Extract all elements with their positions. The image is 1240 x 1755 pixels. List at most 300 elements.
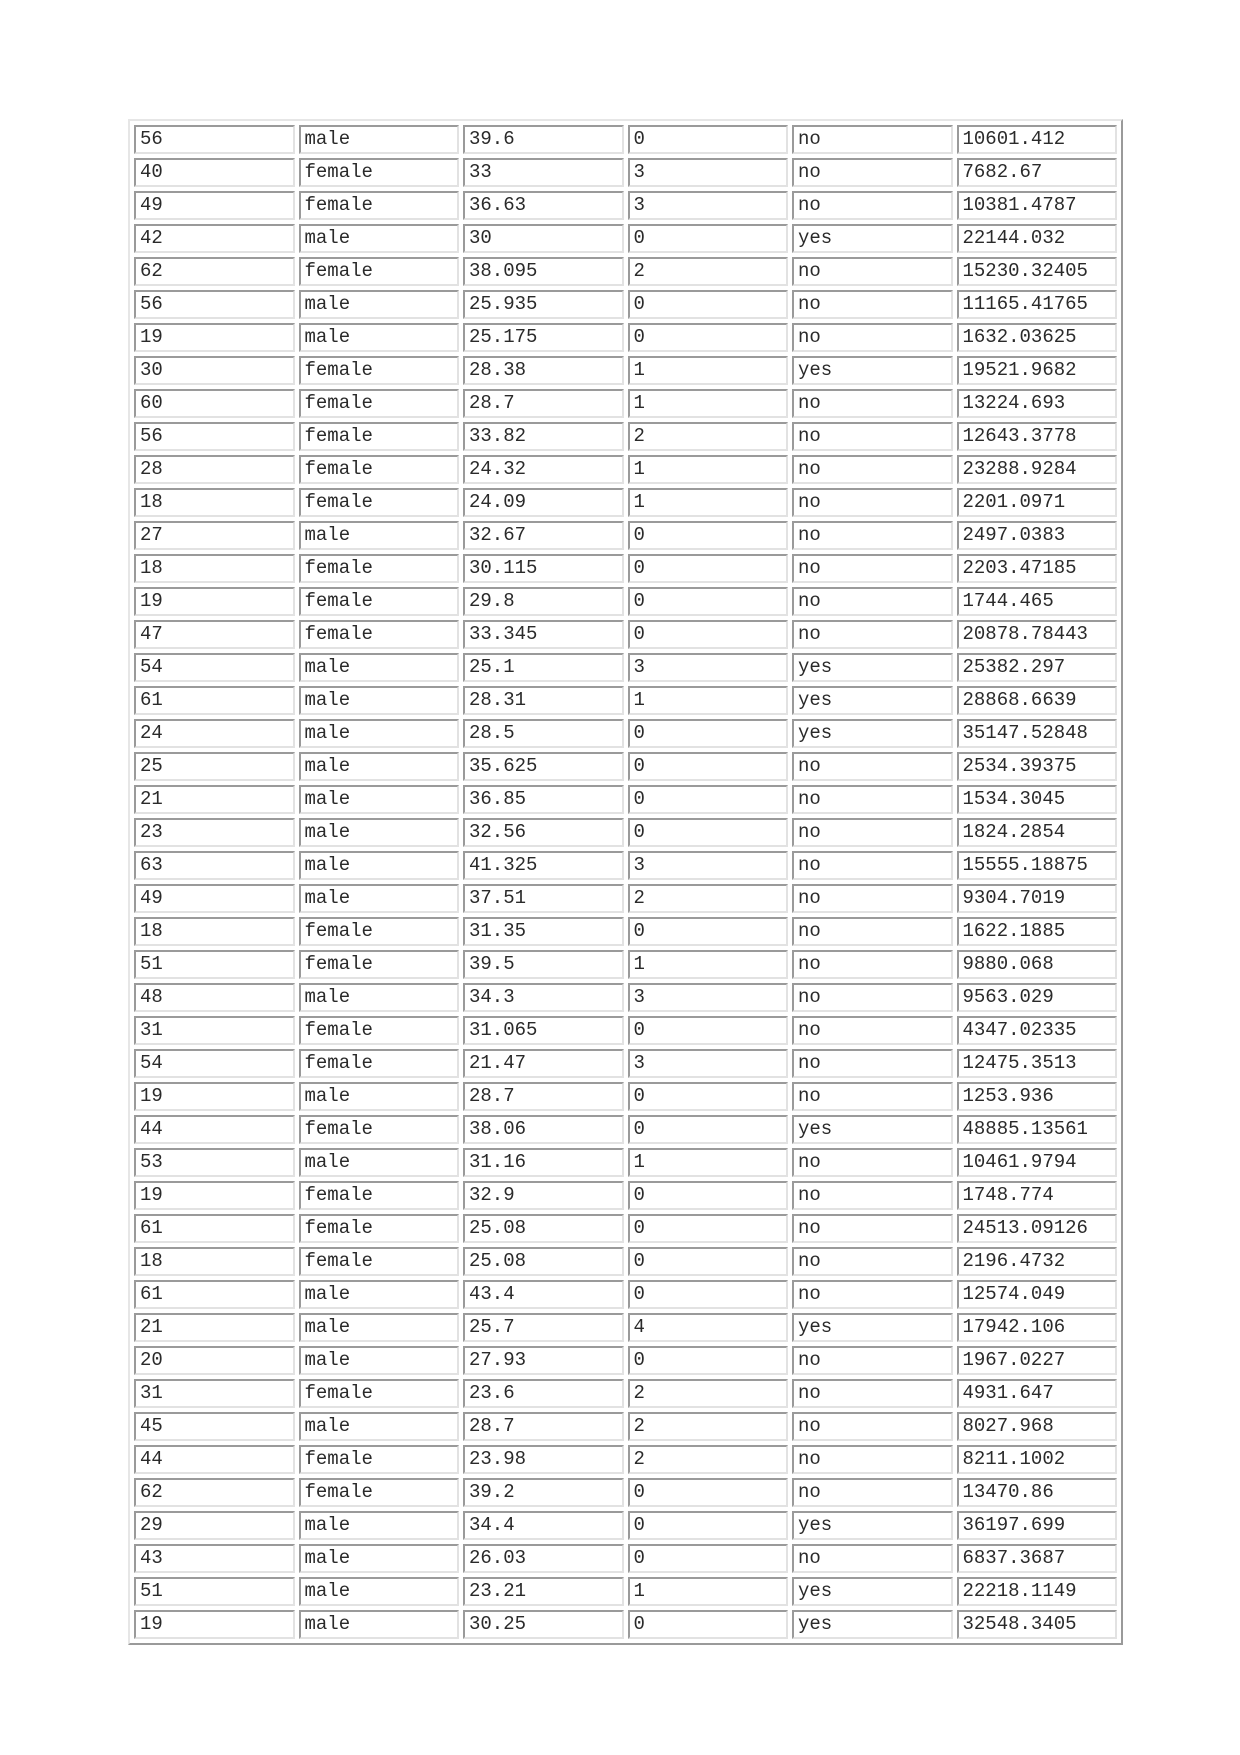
table-cell-sex: male bbox=[299, 224, 460, 253]
table-row bbox=[134, 389, 1117, 418]
table-cell-bmi: 28.7 bbox=[463, 1412, 624, 1441]
table-cell-charges: 17942.106 bbox=[957, 1313, 1118, 1342]
table-cell-bmi: 25.175 bbox=[463, 323, 624, 352]
table-cell-smoker: no bbox=[792, 521, 953, 550]
table-cell-smoker: no bbox=[792, 1280, 953, 1309]
table-cell-children: 1 bbox=[628, 950, 789, 979]
table-cell-smoker: no bbox=[792, 554, 953, 583]
table-cell-age: 49 bbox=[134, 884, 295, 913]
table-cell-sex: male bbox=[299, 1082, 460, 1111]
table-cell-bmi: 31.065 bbox=[463, 1016, 624, 1045]
table-cell-charges: 13470.86 bbox=[957, 1478, 1118, 1507]
table-cell-charges: 10381.4787 bbox=[957, 191, 1118, 220]
table-cell-charges: 4347.02335 bbox=[957, 1016, 1118, 1045]
table-cell-smoker: no bbox=[792, 1379, 953, 1408]
table-cell-sex: female bbox=[299, 455, 460, 484]
table-row bbox=[134, 719, 1117, 748]
table-cell-age: 45 bbox=[134, 1412, 295, 1441]
table-cell-smoker: no bbox=[792, 1445, 953, 1474]
table-cell-bmi: 28.38 bbox=[463, 356, 624, 385]
table-cell-smoker: yes bbox=[792, 1511, 953, 1540]
table-cell-smoker: no bbox=[792, 1049, 953, 1078]
table-row bbox=[134, 1247, 1117, 1276]
table-cell-age: 60 bbox=[134, 389, 295, 418]
table-cell-children: 2 bbox=[628, 884, 789, 913]
table-cell-sex: male bbox=[299, 1610, 460, 1639]
table-row bbox=[134, 1577, 1117, 1606]
table-cell-age: 31 bbox=[134, 1379, 295, 1408]
table-cell-smoker: yes bbox=[792, 1115, 953, 1144]
table-cell-children: 0 bbox=[628, 620, 789, 649]
table-cell-smoker: yes bbox=[792, 1577, 953, 1606]
table-cell-smoker: no bbox=[792, 1478, 953, 1507]
table-cell-bmi: 32.67 bbox=[463, 521, 624, 550]
table-cell-bmi: 28.7 bbox=[463, 389, 624, 418]
table-row bbox=[134, 455, 1117, 484]
table-cell-charges: 9880.068 bbox=[957, 950, 1118, 979]
table-cell-age: 19 bbox=[134, 587, 295, 616]
table-row bbox=[134, 125, 1117, 154]
table-cell-children: 1 bbox=[628, 455, 789, 484]
table-cell-smoker: no bbox=[792, 587, 953, 616]
table-cell-age: 42 bbox=[134, 224, 295, 253]
table-row bbox=[134, 158, 1117, 187]
table-cell-children: 1 bbox=[628, 488, 789, 517]
table-cell-children: 0 bbox=[628, 521, 789, 550]
table-cell-children: 0 bbox=[628, 1247, 789, 1276]
table-cell-children: 2 bbox=[628, 1412, 789, 1441]
table-row bbox=[134, 1544, 1117, 1573]
table-cell-age: 47 bbox=[134, 620, 295, 649]
table-cell-charges: 1824.2854 bbox=[957, 818, 1118, 847]
table-cell-charges: 15555.18875 bbox=[957, 851, 1118, 880]
table-row bbox=[134, 422, 1117, 451]
table-cell-charges: 2203.47185 bbox=[957, 554, 1118, 583]
table-cell-smoker: no bbox=[792, 818, 953, 847]
table-cell-sex: female bbox=[299, 1247, 460, 1276]
table-cell-age: 19 bbox=[134, 1610, 295, 1639]
table-cell-sex: male bbox=[299, 884, 460, 913]
table-cell-bmi: 25.08 bbox=[463, 1247, 624, 1276]
table-cell-charges: 11165.41765 bbox=[957, 290, 1118, 319]
table-cell-bmi: 34.4 bbox=[463, 1511, 624, 1540]
data-table bbox=[128, 119, 1123, 1645]
table-cell-age: 48 bbox=[134, 983, 295, 1012]
table-row bbox=[134, 1445, 1117, 1474]
table-row bbox=[134, 818, 1117, 847]
table-cell-age: 61 bbox=[134, 1280, 295, 1309]
table-cell-charges: 8027.968 bbox=[957, 1412, 1118, 1441]
table-cell-age: 30 bbox=[134, 356, 295, 385]
table-cell-sex: female bbox=[299, 1181, 460, 1210]
table-row bbox=[134, 884, 1117, 913]
table-cell-smoker: no bbox=[792, 917, 953, 946]
table-cell-sex: female bbox=[299, 950, 460, 979]
table-cell-bmi: 25.7 bbox=[463, 1313, 624, 1342]
table-cell-sex: female bbox=[299, 1445, 460, 1474]
table-cell-smoker: no bbox=[792, 257, 953, 286]
table-row bbox=[134, 587, 1117, 616]
table-row bbox=[134, 1181, 1117, 1210]
table-cell-sex: male bbox=[299, 1346, 460, 1375]
table-cell-age: 19 bbox=[134, 323, 295, 352]
table-cell-children: 1 bbox=[628, 1148, 789, 1177]
table-cell-sex: female bbox=[299, 1115, 460, 1144]
table-cell-smoker: yes bbox=[792, 653, 953, 682]
table-cell-children: 0 bbox=[628, 554, 789, 583]
table-cell-sex: male bbox=[299, 125, 460, 154]
table-cell-charges: 1622.1885 bbox=[957, 917, 1118, 946]
table-cell-charges: 2201.0971 bbox=[957, 488, 1118, 517]
table-cell-age: 19 bbox=[134, 1082, 295, 1111]
table-row bbox=[134, 1610, 1117, 1639]
table-cell-children: 0 bbox=[628, 323, 789, 352]
table-cell-children: 1 bbox=[628, 686, 789, 715]
table-cell-children: 3 bbox=[628, 1049, 789, 1078]
table-cell-children: 0 bbox=[628, 1610, 789, 1639]
table-row bbox=[134, 1379, 1117, 1408]
table-cell-charges: 1632.03625 bbox=[957, 323, 1118, 352]
table-cell-charges: 8211.1002 bbox=[957, 1445, 1118, 1474]
table-cell-children: 3 bbox=[628, 191, 789, 220]
table-cell-smoker: yes bbox=[792, 686, 953, 715]
table-cell-children: 0 bbox=[628, 818, 789, 847]
table-cell-charges: 35147.52848 bbox=[957, 719, 1118, 748]
table-cell-children: 3 bbox=[628, 851, 789, 880]
table-cell-charges: 23288.9284 bbox=[957, 455, 1118, 484]
table-cell-children: 0 bbox=[628, 1115, 789, 1144]
table-cell-charges: 12475.3513 bbox=[957, 1049, 1118, 1078]
table-cell-sex: female bbox=[299, 1049, 460, 1078]
table-cell-bmi: 38.06 bbox=[463, 1115, 624, 1144]
table-cell-age: 29 bbox=[134, 1511, 295, 1540]
table-cell-children: 1 bbox=[628, 389, 789, 418]
table-cell-charges: 12643.3778 bbox=[957, 422, 1118, 451]
table-cell-children: 2 bbox=[628, 422, 789, 451]
table-cell-charges: 28868.6639 bbox=[957, 686, 1118, 715]
table-cell-age: 44 bbox=[134, 1115, 295, 1144]
table-cell-bmi: 23.21 bbox=[463, 1577, 624, 1606]
table-cell-age: 54 bbox=[134, 1049, 295, 1078]
table-cell-charges: 22218.1149 bbox=[957, 1577, 1118, 1606]
table-cell-sex: female bbox=[299, 554, 460, 583]
table-cell-charges: 36197.699 bbox=[957, 1511, 1118, 1540]
table-cell-children: 4 bbox=[628, 1313, 789, 1342]
table-row bbox=[134, 323, 1117, 352]
table-cell-age: 61 bbox=[134, 686, 295, 715]
table-cell-bmi: 31.35 bbox=[463, 917, 624, 946]
table-cell-charges: 48885.13561 bbox=[957, 1115, 1118, 1144]
table-cell-charges: 7682.67 bbox=[957, 158, 1118, 187]
table-cell-age: 56 bbox=[134, 422, 295, 451]
table-cell-children: 0 bbox=[628, 1016, 789, 1045]
table-cell-smoker: no bbox=[792, 389, 953, 418]
table-cell-sex: female bbox=[299, 1214, 460, 1243]
table-cell-sex: male bbox=[299, 719, 460, 748]
table-cell-children: 2 bbox=[628, 257, 789, 286]
table-row bbox=[134, 224, 1117, 253]
table-cell-children: 0 bbox=[628, 752, 789, 781]
table-cell-age: 18 bbox=[134, 917, 295, 946]
table-body bbox=[134, 125, 1117, 1639]
table-cell-smoker: no bbox=[792, 1016, 953, 1045]
table-cell-sex: female bbox=[299, 257, 460, 286]
table-cell-bmi: 39.5 bbox=[463, 950, 624, 979]
table-cell-charges: 15230.32405 bbox=[957, 257, 1118, 286]
table-cell-smoker: no bbox=[792, 1181, 953, 1210]
table-cell-sex: male bbox=[299, 1280, 460, 1309]
table-cell-charges: 10461.9794 bbox=[957, 1148, 1118, 1177]
table-cell-age: 27 bbox=[134, 521, 295, 550]
table-cell-bmi: 33.345 bbox=[463, 620, 624, 649]
table-cell-bmi: 26.03 bbox=[463, 1544, 624, 1573]
table-cell-bmi: 38.095 bbox=[463, 257, 624, 286]
table-row bbox=[134, 1313, 1117, 1342]
table-row bbox=[134, 983, 1117, 1012]
table-cell-age: 49 bbox=[134, 191, 295, 220]
table-row bbox=[134, 1346, 1117, 1375]
table-cell-bmi: 43.4 bbox=[463, 1280, 624, 1309]
table-cell-sex: female bbox=[299, 620, 460, 649]
table-cell-sex: male bbox=[299, 818, 460, 847]
table-row bbox=[134, 785, 1117, 814]
table-cell-bmi: 36.85 bbox=[463, 785, 624, 814]
table-row bbox=[134, 950, 1117, 979]
table-cell-sex: female bbox=[299, 422, 460, 451]
table-cell-age: 40 bbox=[134, 158, 295, 187]
table-cell-smoker: no bbox=[792, 1214, 953, 1243]
table-cell-smoker: yes bbox=[792, 1610, 953, 1639]
table-cell-children: 0 bbox=[628, 1346, 789, 1375]
table-row bbox=[134, 1478, 1117, 1507]
table-cell-bmi: 32.56 bbox=[463, 818, 624, 847]
table-cell-children: 2 bbox=[628, 1445, 789, 1474]
table-row bbox=[134, 620, 1117, 649]
table-cell-sex: male bbox=[299, 1313, 460, 1342]
table-cell-age: 25 bbox=[134, 752, 295, 781]
table-cell-charges: 13224.693 bbox=[957, 389, 1118, 418]
table-cell-age: 31 bbox=[134, 1016, 295, 1045]
table-cell-children: 0 bbox=[628, 587, 789, 616]
table-cell-charges: 10601.412 bbox=[957, 125, 1118, 154]
table-cell-bmi: 30 bbox=[463, 224, 624, 253]
table-row bbox=[134, 1280, 1117, 1309]
table-cell-smoker: yes bbox=[792, 224, 953, 253]
table-cell-children: 1 bbox=[628, 1577, 789, 1606]
table-row bbox=[134, 356, 1117, 385]
table-cell-bmi: 32.9 bbox=[463, 1181, 624, 1210]
table-cell-charges: 25382.297 bbox=[957, 653, 1118, 682]
table-cell-bmi: 23.6 bbox=[463, 1379, 624, 1408]
table-row bbox=[134, 521, 1117, 550]
table-row bbox=[134, 257, 1117, 286]
table-cell-bmi: 39.6 bbox=[463, 125, 624, 154]
table-cell-bmi: 25.08 bbox=[463, 1214, 624, 1243]
table-cell-children: 0 bbox=[628, 125, 789, 154]
table-cell-smoker: no bbox=[792, 752, 953, 781]
table-cell-sex: male bbox=[299, 785, 460, 814]
table-cell-sex: male bbox=[299, 686, 460, 715]
table-cell-smoker: yes bbox=[792, 356, 953, 385]
table-cell-sex: male bbox=[299, 653, 460, 682]
table-cell-charges: 24513.09126 bbox=[957, 1214, 1118, 1243]
table-cell-bmi: 27.93 bbox=[463, 1346, 624, 1375]
table-cell-age: 56 bbox=[134, 290, 295, 319]
table-row bbox=[134, 1115, 1117, 1144]
table-cell-sex: female bbox=[299, 191, 460, 220]
table-cell-sex: male bbox=[299, 521, 460, 550]
table-cell-smoker: no bbox=[792, 1148, 953, 1177]
table-cell-age: 44 bbox=[134, 1445, 295, 1474]
table-cell-charges: 1748.774 bbox=[957, 1181, 1118, 1210]
table-cell-charges: 1967.0227 bbox=[957, 1346, 1118, 1375]
table-cell-bmi: 28.7 bbox=[463, 1082, 624, 1111]
table-cell-bmi: 29.8 bbox=[463, 587, 624, 616]
table-cell-age: 19 bbox=[134, 1181, 295, 1210]
table-cell-age: 62 bbox=[134, 257, 295, 286]
table-cell-bmi: 24.09 bbox=[463, 488, 624, 517]
table-cell-age: 18 bbox=[134, 554, 295, 583]
table-cell-smoker: no bbox=[792, 488, 953, 517]
table-cell-sex: male bbox=[299, 1148, 460, 1177]
table-cell-bmi: 41.325 bbox=[463, 851, 624, 880]
table-cell-bmi: 30.25 bbox=[463, 1610, 624, 1639]
table-cell-sex: male bbox=[299, 290, 460, 319]
table-cell-children: 0 bbox=[628, 1214, 789, 1243]
table-cell-smoker: no bbox=[792, 290, 953, 319]
table-cell-children: 0 bbox=[628, 785, 789, 814]
table-cell-age: 51 bbox=[134, 950, 295, 979]
table-cell-children: 0 bbox=[628, 1280, 789, 1309]
table-cell-smoker: no bbox=[792, 851, 953, 880]
table-cell-children: 0 bbox=[628, 1478, 789, 1507]
table-row bbox=[134, 686, 1117, 715]
table-cell-age: 28 bbox=[134, 455, 295, 484]
table-cell-bmi: 35.625 bbox=[463, 752, 624, 781]
table-cell-sex: male bbox=[299, 983, 460, 1012]
table-cell-age: 54 bbox=[134, 653, 295, 682]
table-cell-age: 63 bbox=[134, 851, 295, 880]
table-cell-bmi: 34.3 bbox=[463, 983, 624, 1012]
table-cell-children: 0 bbox=[628, 917, 789, 946]
table-cell-bmi: 33 bbox=[463, 158, 624, 187]
table-row bbox=[134, 1049, 1117, 1078]
table-row bbox=[134, 653, 1117, 682]
table-cell-bmi: 30.115 bbox=[463, 554, 624, 583]
table-row bbox=[134, 488, 1117, 517]
table-cell-age: 62 bbox=[134, 1478, 295, 1507]
table-cell-charges: 2196.4732 bbox=[957, 1247, 1118, 1276]
table-cell-age: 43 bbox=[134, 1544, 295, 1573]
table-cell-children: 0 bbox=[628, 1181, 789, 1210]
table-cell-smoker: no bbox=[792, 1544, 953, 1573]
table-cell-sex: female bbox=[299, 488, 460, 517]
table-row bbox=[134, 1148, 1117, 1177]
table-cell-age: 56 bbox=[134, 125, 295, 154]
table-cell-sex: female bbox=[299, 356, 460, 385]
table-cell-children: 0 bbox=[628, 290, 789, 319]
table-cell-age: 20 bbox=[134, 1346, 295, 1375]
table-cell-bmi: 31.16 bbox=[463, 1148, 624, 1177]
table-cell-sex: male bbox=[299, 752, 460, 781]
table-cell-charges: 1253.936 bbox=[957, 1082, 1118, 1111]
table-cell-bmi: 24.32 bbox=[463, 455, 624, 484]
table-cell-sex: male bbox=[299, 1577, 460, 1606]
table-row bbox=[134, 851, 1117, 880]
table-cell-bmi: 23.98 bbox=[463, 1445, 624, 1474]
table-cell-charges: 9304.7019 bbox=[957, 884, 1118, 913]
table-cell-charges: 2497.0383 bbox=[957, 521, 1118, 550]
table-cell-smoker: no bbox=[792, 191, 953, 220]
table-cell-bmi: 25.935 bbox=[463, 290, 624, 319]
table-cell-sex: female bbox=[299, 158, 460, 187]
table-cell-charges: 20878.78443 bbox=[957, 620, 1118, 649]
table-row bbox=[134, 554, 1117, 583]
table-cell-children: 0 bbox=[628, 1544, 789, 1573]
table-row bbox=[134, 1214, 1117, 1243]
table-cell-age: 53 bbox=[134, 1148, 295, 1177]
table-cell-smoker: no bbox=[792, 950, 953, 979]
table-cell-age: 18 bbox=[134, 488, 295, 517]
table-cell-smoker: yes bbox=[792, 719, 953, 748]
table-cell-age: 18 bbox=[134, 1247, 295, 1276]
table-cell-bmi: 39.2 bbox=[463, 1478, 624, 1507]
table-cell-children: 0 bbox=[628, 719, 789, 748]
table-cell-smoker: no bbox=[792, 1346, 953, 1375]
table-cell-bmi: 36.63 bbox=[463, 191, 624, 220]
table-row bbox=[134, 1511, 1117, 1540]
table-row bbox=[134, 917, 1117, 946]
table-cell-charges: 19521.9682 bbox=[957, 356, 1118, 385]
table-cell-bmi: 25.1 bbox=[463, 653, 624, 682]
table-cell-smoker: no bbox=[792, 1247, 953, 1276]
table-cell-smoker: no bbox=[792, 884, 953, 913]
table-cell-charges: 9563.029 bbox=[957, 983, 1118, 1012]
table-cell-bmi: 21.47 bbox=[463, 1049, 624, 1078]
table-cell-charges: 1534.3045 bbox=[957, 785, 1118, 814]
table-cell-smoker: no bbox=[792, 455, 953, 484]
table-cell-charges: 22144.032 bbox=[957, 224, 1118, 253]
table-row bbox=[134, 1082, 1117, 1111]
table-cell-bmi: 37.51 bbox=[463, 884, 624, 913]
table-cell-bmi: 33.82 bbox=[463, 422, 624, 451]
table-cell-smoker: yes bbox=[792, 1313, 953, 1342]
table-row bbox=[134, 752, 1117, 781]
table-cell-charges: 1744.465 bbox=[957, 587, 1118, 616]
table-cell-sex: female bbox=[299, 1379, 460, 1408]
table-cell-age: 24 bbox=[134, 719, 295, 748]
table-cell-sex: male bbox=[299, 323, 460, 352]
table-cell-charges: 2534.39375 bbox=[957, 752, 1118, 781]
table-cell-smoker: no bbox=[792, 785, 953, 814]
table-cell-smoker: no bbox=[792, 125, 953, 154]
table-cell-age: 21 bbox=[134, 785, 295, 814]
table-cell-children: 0 bbox=[628, 224, 789, 253]
table-cell-sex: female bbox=[299, 389, 460, 418]
table-cell-smoker: no bbox=[792, 1082, 953, 1111]
table-cell-sex: male bbox=[299, 1412, 460, 1441]
table-cell-age: 61 bbox=[134, 1214, 295, 1243]
table-cell-smoker: no bbox=[792, 422, 953, 451]
table-cell-children: 3 bbox=[628, 983, 789, 1012]
table-cell-smoker: no bbox=[792, 983, 953, 1012]
table-cell-children: 3 bbox=[628, 653, 789, 682]
table-cell-smoker: no bbox=[792, 620, 953, 649]
table-cell-sex: male bbox=[299, 1544, 460, 1573]
table-cell-charges: 12574.049 bbox=[957, 1280, 1118, 1309]
table-cell-sex: female bbox=[299, 1478, 460, 1507]
table-cell-children: 3 bbox=[628, 158, 789, 187]
